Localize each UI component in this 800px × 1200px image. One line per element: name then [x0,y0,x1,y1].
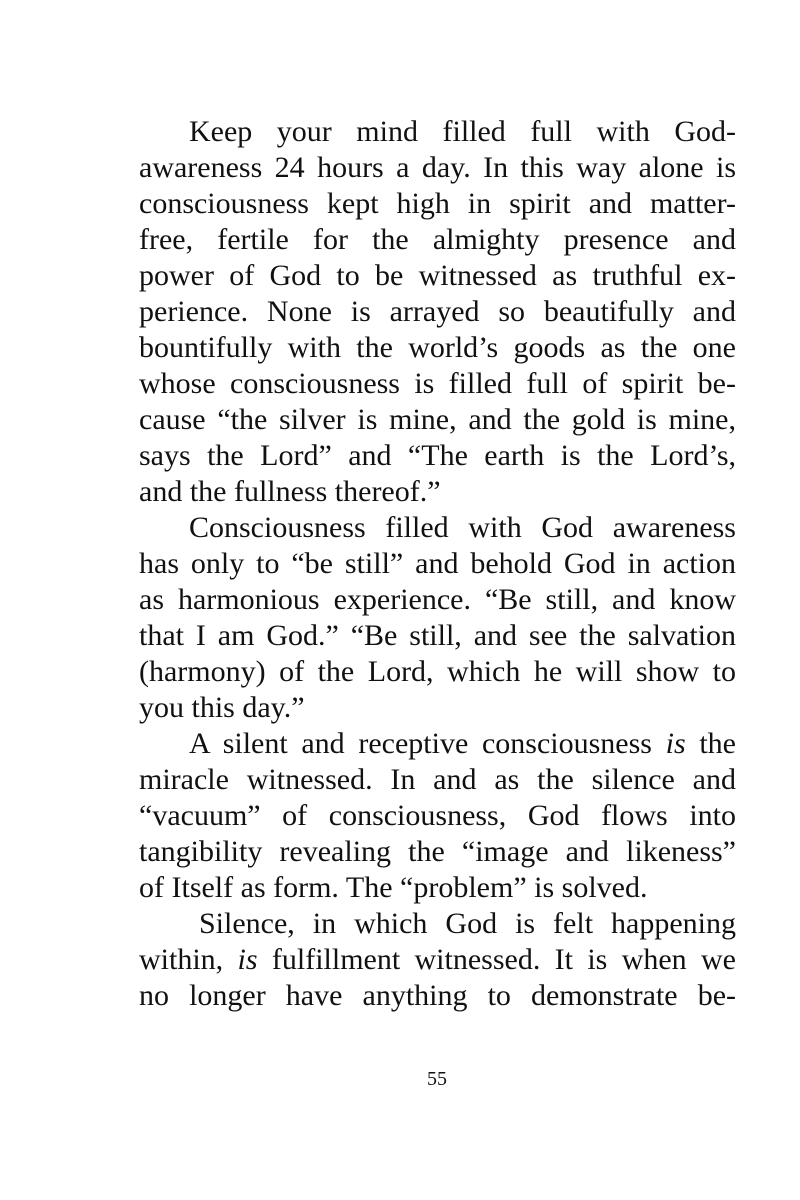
text-line: no longer have anything to demonstrate be- [139,979,736,1012]
text-line: Silence, in which God is felt happening [199,907,736,940]
text-line: perience. None is arrayed so beautifully and [139,295,736,328]
text-line: Keep your mind filled full with God- [189,115,736,148]
text-line: bountifully with the world’s goods as the one [139,331,736,364]
body-text [139,114,736,1014]
text-line: and the fullness thereof.” [139,475,441,508]
text-line [139,942,736,978]
text-line: that I am God.” “Be still, and see the salvation [139,619,736,652]
text-line: free, fertile for the almighty presence and [139,223,736,256]
text-line: cause “the silver is mine, and the gold is mine, [139,403,736,436]
text-line [139,726,736,762]
text-line: (harmony) of the Lord, which he will show to [139,655,736,688]
text-line: whose consciousness is filled full of spirit be- [139,367,736,400]
text-line: awareness 24 hours a day. In this way alone is [139,151,736,184]
text-run: within, [139,943,238,976]
text-line: consciousness kept high in spirit and matter- [139,187,736,220]
text-line: says the Lord” and “The earth is the Lord’s, [139,439,736,472]
text-line: as harmonious experience. “Be still, and know [139,583,736,616]
text-line: you this day.” [139,691,305,724]
text-line: miracle witnessed. In and as the silence and [139,763,736,796]
text-run: A silent and receptive consciousness [189,727,666,760]
text-line: tangibility revealing the “image and likeness” [139,835,736,868]
text-line: of Itself as form. The “problem” is solved. [139,871,648,904]
text-run: the [685,727,736,760]
text-run: fulfillment witnessed. It is when we [257,943,736,976]
page-number: 55 [427,1068,447,1090]
text-line: Consciousness filled with God awareness [189,511,736,544]
italic-word: is [237,943,258,976]
italic-word: is [665,727,686,760]
text-line: power of God to be witnessed as truthful ex- [139,259,736,292]
text-line: “vacuum” of consciousness, God flows into [139,799,736,832]
text-line: has only to “be still” and behold God in action [139,547,736,580]
